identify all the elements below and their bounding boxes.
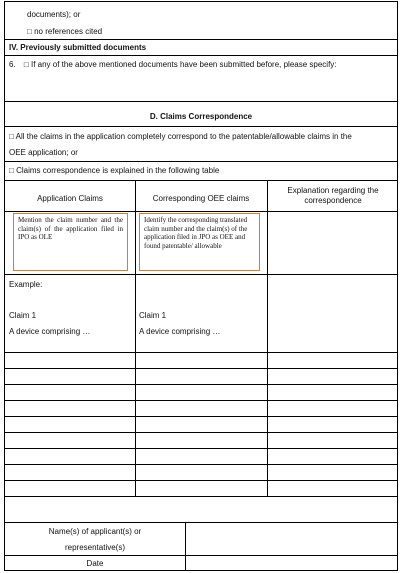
checkbox-icon[interactable]: □ xyxy=(23,60,29,69)
all-claims-text-line1: All the claims in the application completely correspond to the patentable/allowable claims in the xyxy=(15,132,352,141)
previously-submitted-item xyxy=(9,60,337,70)
table-row xyxy=(5,352,397,353)
note-oee-text: Identify the corresponding translated claim number and the claim(s) of the application filed in JPO as OEE and found patentable/ allowable xyxy=(144,216,248,250)
table-row xyxy=(5,496,397,497)
applicant-label-line2: representative(s) xyxy=(64,543,126,552)
note-box-application xyxy=(13,213,128,271)
header-explanation: Explanation regarding the correspondence xyxy=(287,186,379,205)
no-references-label: no references cited xyxy=(34,27,103,36)
table-row xyxy=(5,448,397,449)
header-application-claims: Application Claims xyxy=(37,194,103,203)
example-app-text: A device comprising … xyxy=(9,327,91,336)
table-row xyxy=(5,432,397,433)
example-oee-claim: Claim 1 xyxy=(139,311,167,320)
example-label: Example: xyxy=(9,280,43,289)
date-field[interactable] xyxy=(186,556,396,569)
table-row xyxy=(5,480,397,481)
item-text: If any of the above mentioned documents have been submitted before, please specify: xyxy=(30,60,337,69)
date-label: Date xyxy=(86,559,104,568)
table-row xyxy=(5,384,397,385)
item-number: 6. xyxy=(9,60,16,69)
applicant-label-line1: Name(s) of applicant(s) or xyxy=(48,527,142,536)
form-page xyxy=(4,1,398,571)
checkbox-icon[interactable]: □ xyxy=(9,166,14,175)
note-box-oee xyxy=(139,213,260,271)
all-claims-option[interactable] xyxy=(9,132,395,142)
note-application-text: Mention the claim number and the claim(s) of the application filed in IPO as OLE xyxy=(18,216,123,241)
table-row xyxy=(5,464,397,465)
claims-explained-option[interactable] xyxy=(9,166,219,176)
documents-text: documents); or xyxy=(27,10,81,19)
no-references-option[interactable] xyxy=(27,27,102,37)
claims-explained-text: Claims correspondence is explained in the following table xyxy=(16,166,220,175)
checkbox-icon[interactable]: □ xyxy=(9,132,14,141)
section-iv-title: IV. Previously submitted documents xyxy=(9,43,147,52)
header-oee-claims: Corresponding OEE claims xyxy=(152,194,250,203)
table-row xyxy=(5,400,397,401)
checkbox-icon[interactable]: □ xyxy=(27,27,32,36)
table-row xyxy=(5,368,397,369)
table-row xyxy=(5,416,397,417)
applicant-name-field[interactable] xyxy=(186,523,396,555)
example-oee-text: A device comprising … xyxy=(139,327,221,336)
all-claims-text-line2: OEE application; or xyxy=(9,148,78,157)
section-d-title: D. Claims Correspondence xyxy=(149,112,253,121)
example-app-claim: Claim 1 xyxy=(9,311,37,320)
